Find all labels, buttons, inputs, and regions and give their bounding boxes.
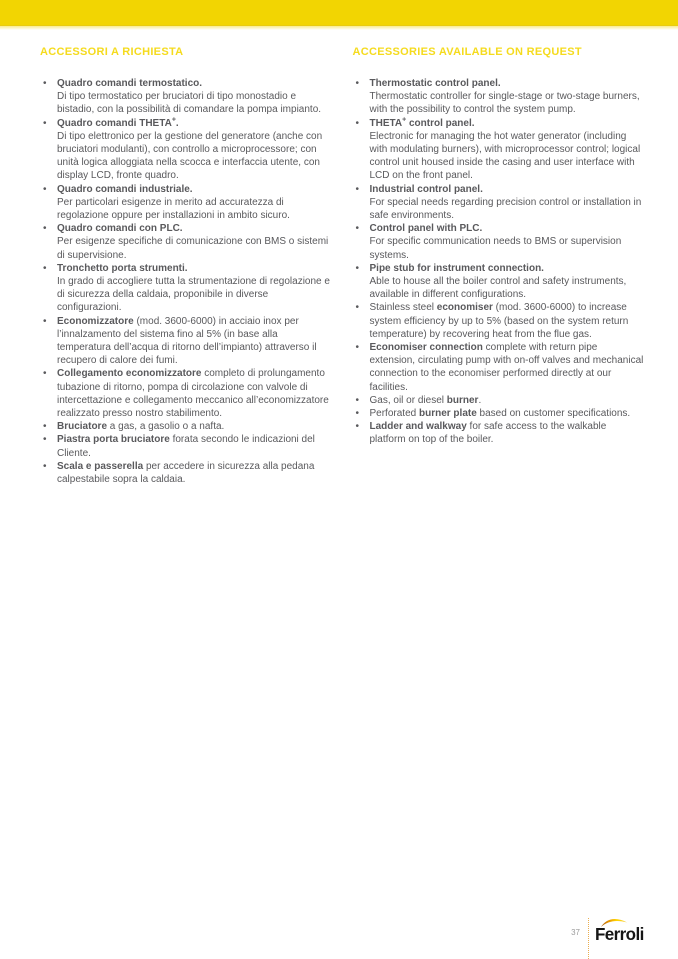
top-accent-bar: [0, 0, 678, 26]
accessory-item: [40, 117, 333, 183]
accessory-item-title: Quadro comandi con PLC.: [57, 223, 183, 235]
accessory-item: [40, 420, 333, 433]
accessory-item-text: Thermostatic controller for single-stage or two-stage burners, with the possibility to control the system pump.: [369, 91, 640, 116]
accessory-item: [40, 77, 333, 117]
accessory-item-title: Quadro comandi industriale.: [57, 183, 193, 195]
section-title-italian: ACCESSORI A RICHIESTA: [40, 46, 184, 58]
accessory-item: [353, 301, 646, 341]
accessory-item-text: Perforated: [369, 408, 419, 420]
accessory-item: [40, 367, 333, 420]
accessory-item-text: Stainless steel: [369, 302, 437, 314]
accessory-item-title: burner plate: [418, 408, 477, 420]
accessory-item-text: Di tipo elettronico per la gestione del generatore (anche con bruciatori modulanti), con controllo a microprocessore; con unità logica alloggiata nella scocca e interfaccia utente, con display LCD, fronte quadro.: [57, 130, 323, 182]
accessory-item-title: Control panel with PLC.: [369, 223, 483, 235]
accessory-item: [40, 183, 333, 223]
accessory-item: [353, 77, 646, 117]
accessory-item-title: Piastra porta bruciatore: [57, 434, 170, 446]
accessory-item-text: forata secondo le indicazioni del Cliente.: [57, 434, 315, 459]
two-column-content: [40, 46, 645, 486]
accessory-item-title: Scala e passerella: [57, 460, 144, 472]
accessory-item: [353, 341, 646, 394]
accessory-item: [40, 315, 333, 368]
accessory-list-english: [353, 77, 646, 447]
ferroli-logo: [595, 925, 644, 943]
accessory-item-text: (mod. 3600-6000) in acciaio inox per l’innalzamento del sistema fino al 5% (in base alla temperatura dell’acqua di ritorno dell’impianto) attraverso il recupero di calore dei fumi.: [57, 315, 317, 367]
accessory-item-text: For special needs regarding precision control or installation in safe environments.: [369, 196, 642, 222]
accessory-item: [40, 222, 333, 262]
accessory-item-title: Industrial control panel.: [369, 183, 483, 195]
accessory-item-text: Gas, oil or diesel: [369, 394, 447, 406]
accessory-item-title: THETA: [369, 117, 403, 129]
accessory-item-text: Electronic for managing the hot water generator (including with modulating burners), with microprocessor control; logical control unit housed inside the casing and user interface with LCD on the front panel.: [369, 130, 641, 182]
accessory-item-title: Pipe stub for instrument connection.: [369, 262, 544, 274]
accessory-item: [353, 394, 646, 407]
accessory-item-title: Economiser connection: [369, 342, 483, 354]
accessory-item: [353, 183, 646, 223]
accessory-item-text: per accedere in sicurezza alla pedana calpestabile sopra la caldaia.: [57, 460, 315, 486]
accessory-item-text: Able to house all the boiler control and safety instruments, available in different configurations.: [369, 276, 627, 301]
accessory-item: [353, 420, 646, 446]
accessory-item-title: Quadro comandi termostatico.: [57, 78, 203, 89]
accessory-item-title: burner: [446, 394, 479, 406]
accessory-item: [353, 117, 646, 183]
accessory-item-text: Di tipo termostatico per bruciatori di tipo monostadio e bistadio, con la possibilità di comandare la pompa impianto.: [57, 91, 322, 116]
accessory-item: [40, 433, 333, 459]
accessory-item: [353, 262, 646, 302]
accessory-item-text: complete with return pipe extension, circulating pump with on-off valves and mechanical connection to the economiser performed directly at our facilities.: [369, 342, 644, 393]
accessory-item-title: control panel.: [406, 117, 475, 129]
accessory-item-title: Tronchetto porta strumenti.: [57, 262, 188, 274]
accessory-item-text: based on customer specifications.: [476, 408, 631, 420]
accessory-item-text: Per esigenze specifiche di comunicazione con BMS o sistemi di supervisione.: [57, 236, 329, 261]
section-title-english: ACCESSORIES AVAILABLE ON REQUEST: [352, 46, 582, 58]
accessory-item-title: Bruciatore: [57, 421, 108, 433]
accessory-item-text: for safe access to the walkable platform on top of the boiler.: [369, 421, 607, 446]
column-italian: [40, 46, 333, 486]
accessory-item-title: Quadro comandi THETA: [57, 117, 172, 129]
accessory-item-title: Thermostatic control panel.: [369, 78, 501, 89]
accessory-item-text: (mod. 3600-6000) to increase system efficiency by up to 5% (based on the system return temperature) by recovering heat from the flue gas.: [369, 302, 629, 340]
accessory-item-title: Collegamento economizzatore: [57, 368, 202, 380]
accessory-item-title: +: [402, 116, 407, 124]
column-english: [353, 46, 646, 486]
accessory-item-title: .: [175, 117, 179, 129]
top-accent-bar-fade: [0, 26, 678, 30]
accessory-item-title: Economizzatore: [57, 315, 134, 327]
dotted-divider: [588, 918, 589, 959]
accessory-item-text: completo di prolungamento tubazione di ritorno, pompa di circolazione con valvole di intercettazione e collegamento meccanico all’economizzatore realizzato presso nostro stabilimento.: [57, 368, 329, 420]
accessory-item: [353, 407, 646, 420]
accessory-item-title: +: [171, 116, 176, 124]
accessory-item-text: .: [478, 394, 482, 406]
accessory-list-italian: [40, 77, 333, 486]
brand-name: Ferroli: [595, 924, 644, 945]
accessory-item: [40, 262, 333, 315]
accessory-item: [40, 460, 333, 486]
accessory-item-title: economiser: [436, 302, 493, 314]
accessory-item: [353, 222, 646, 262]
accessory-item-text: Per particolari esigenze in merito ad accuratezza di regolazione oppure per installazioni in ambito sicuro.: [57, 196, 290, 222]
page-number: 37: [571, 928, 580, 937]
accessory-item-title: Ladder and walkway: [369, 421, 467, 433]
accessory-item-text: In grado di accogliere tutta la strumentazione di regolazione e di sicurezza della caldaia, proponibile in diverse configurazioni.: [57, 276, 330, 314]
accessory-item-text: a gas, a gasolio o a nafta.: [107, 421, 225, 433]
accessory-item-text: For specific communication needs to BMS or supervision systems.: [369, 236, 622, 261]
